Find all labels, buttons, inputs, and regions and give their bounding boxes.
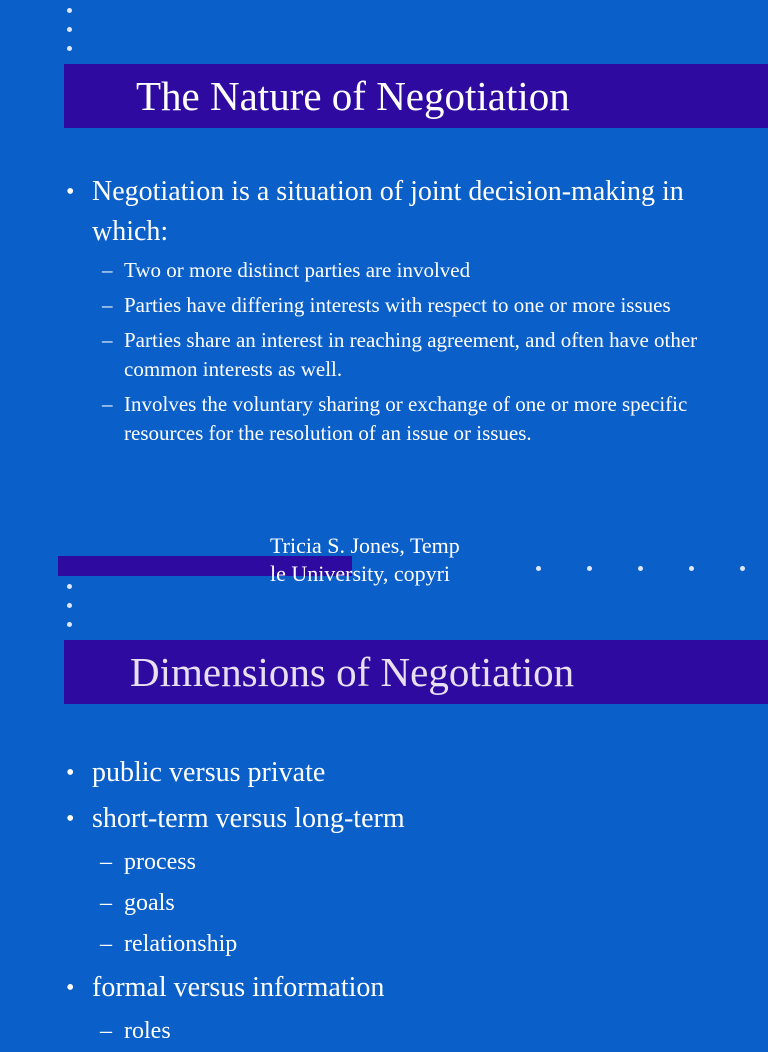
bullet-item: • public versus private	[64, 750, 718, 796]
slide-title: Dimensions of Negotiation	[130, 649, 575, 695]
slide-2	[0, 576, 768, 1044]
decorative-dots-vertical	[67, 584, 73, 641]
bullet-item: • formal versus information	[64, 965, 718, 1011]
footer-line: Tricia S. Jones, Temp	[270, 533, 460, 558]
sub-item: – roles	[64, 1011, 718, 1052]
title-bar	[64, 64, 768, 128]
decorative-dots-vertical	[67, 8, 73, 65]
slide-content	[64, 172, 718, 448]
sub-item: – Parties share an interest in reaching agreement, and often have other common interests as well.	[64, 326, 718, 384]
slide-content	[64, 750, 718, 1052]
sub-item: – goals	[64, 883, 718, 924]
bullet-item: • Negotiation is a situation of joint decision-making in which:	[64, 172, 718, 252]
footer-line: le University, copyri	[270, 561, 451, 586]
bullet-item: • short-term versus long-term	[64, 796, 718, 842]
sub-item: – Involves the voluntary sharing or exchange of one or more specific resources for the resolution of an issue or issues.	[64, 390, 718, 448]
sub-item: – Two or more distinct parties are involved	[64, 256, 718, 285]
sub-item: – process	[64, 842, 718, 883]
title-bar	[64, 640, 768, 704]
sub-item: – Parties have differing interests with respect to one or more issues	[64, 291, 718, 320]
slide-title: The Nature of Negotiation	[136, 73, 570, 119]
sub-item: – relationship	[64, 924, 718, 965]
